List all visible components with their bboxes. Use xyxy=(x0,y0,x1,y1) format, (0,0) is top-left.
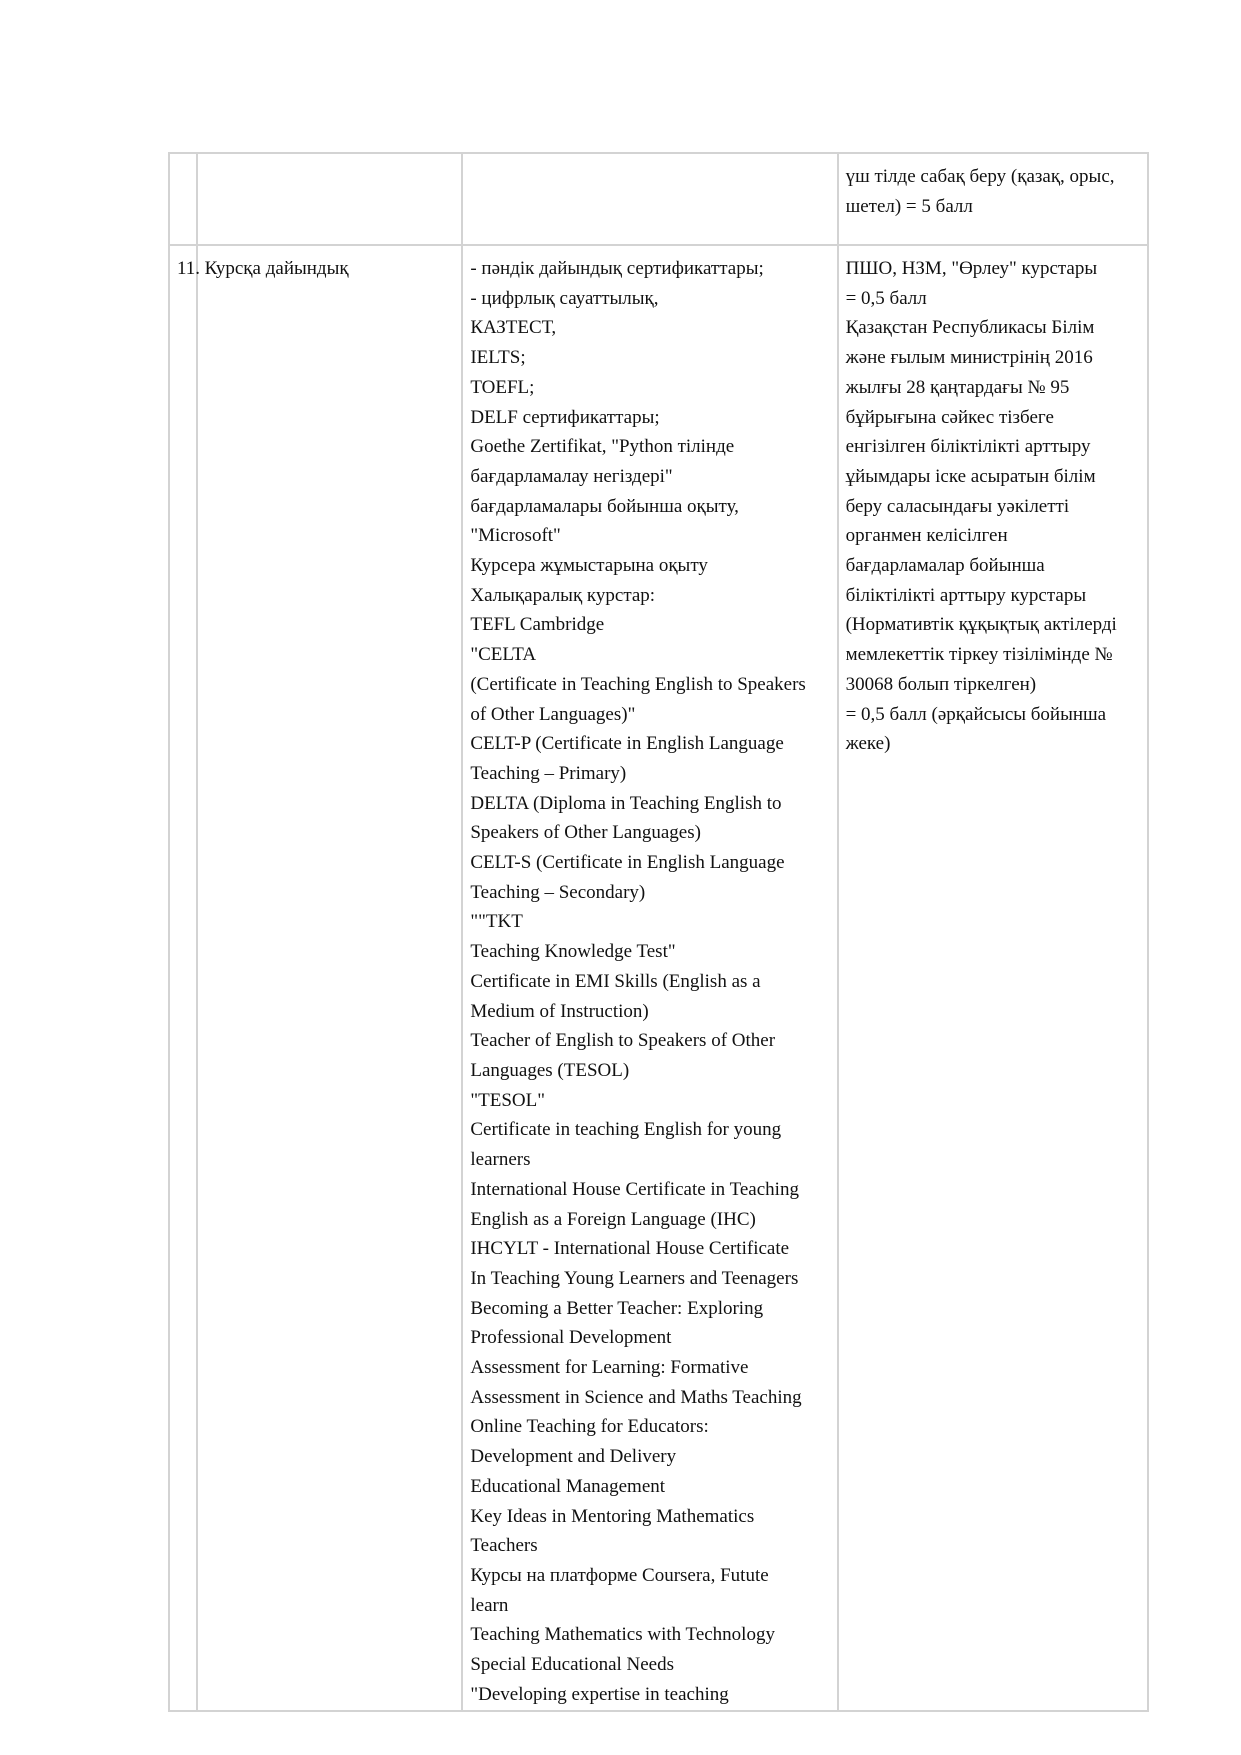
requirement-line: Курсы на платформе Coursera, Futute xyxy=(470,1564,769,1586)
requirement-line: Goethe Zertifikat, "Python тілінде xyxy=(470,436,735,458)
score-line: бағдарламалар бойынша xyxy=(845,555,1045,577)
score-line: 30068 болып тіркелген) xyxy=(845,673,1037,695)
score-line: = 0,5 балл xyxy=(845,287,927,309)
requirement-line: CELT-P (Certificate in English Language xyxy=(470,733,784,755)
requirement-line: CELT-S (Certificate in English Language xyxy=(470,852,785,874)
score-cell xyxy=(838,153,1148,245)
score-line: және ғылым министрінің 2016 xyxy=(845,347,1093,369)
criteria-table xyxy=(168,152,1149,1712)
row-number-cell: 11. xyxy=(169,245,197,1711)
requirement-line: Certificate in EMI Skills (English as a xyxy=(470,970,761,992)
requirement-line: Assessment for Learning: Formative xyxy=(470,1357,749,1379)
requirement-line: In Teaching Young Learners and Teenagers xyxy=(470,1267,799,1289)
score-line: органмен келісілген xyxy=(845,525,1008,547)
requirement-line: Халықаралық курстар: xyxy=(470,584,656,606)
score-line: жылғы 28 қаңтардағы № 95 xyxy=(845,376,1070,398)
requirement-line: IHCYLT - International House Certificate xyxy=(470,1238,790,1260)
requirement-line: Certificate in teaching English for young xyxy=(470,1119,782,1141)
requirement-line: - пәндік дайындық сертификаттары; xyxy=(470,258,764,279)
requirement-line: DELF сертификаттары; xyxy=(470,406,660,428)
requirement-line: "Developing expertise in teaching xyxy=(470,1683,729,1705)
score-line: шетел) = 5 балл xyxy=(845,195,973,217)
requirement-line: Teaching Mathematics with Technology xyxy=(470,1624,775,1646)
row-number-cell xyxy=(169,153,197,245)
requirement-line: learners xyxy=(470,1149,531,1171)
requirement-line: DELTA (Diploma in Teaching English to xyxy=(470,792,782,814)
criterion-name-cell xyxy=(197,153,463,245)
requirement-line: Teaching Knowledge Test" xyxy=(470,941,676,963)
requirement-line: ""TKT xyxy=(470,911,523,933)
score-line: енгізілген біліктілікті арттыру xyxy=(845,436,1091,458)
score-line: беру саласындағы уәкілетті xyxy=(845,495,1070,517)
requirements-cell xyxy=(462,245,837,1711)
requirement-line: Teacher of English to Speakers of Other xyxy=(470,1030,776,1052)
requirement-line: - цифрлық сауаттылық, xyxy=(470,287,659,309)
requirement-line: Курсера жұмыстарына оқыту xyxy=(470,555,708,577)
requirement-line: бағдарламалау негіздері" xyxy=(470,465,673,487)
requirement-line: (Certificate in Teaching English to Speakers xyxy=(470,673,806,695)
requirement-line: Online Teaching for Educators: xyxy=(470,1416,709,1438)
score-line: (Нормативтік құқықтық актілерді xyxy=(845,614,1117,636)
requirement-line: TOEFL; xyxy=(470,376,535,398)
requirement-line: learn xyxy=(470,1594,509,1616)
requirement-line: КАЗТЕСТ, xyxy=(470,317,557,339)
requirement-line: Speakers of Other Languages) xyxy=(470,822,701,844)
score-line: ұйымдары іске асыратын білім xyxy=(845,465,1096,487)
score-line: Қазақстан Республикасы Білім xyxy=(845,317,1095,339)
requirement-line: "Microsoft" xyxy=(470,525,561,547)
score-line: мемлекеттік тіркеу тізілімінде № xyxy=(845,644,1113,666)
requirement-line: Becoming a Better Teacher: Exploring xyxy=(470,1297,764,1319)
score-line: = 0,5 балл (әрқайсысы бойынша xyxy=(845,703,1107,725)
requirement-line: Medium of Instruction) xyxy=(470,1000,649,1022)
requirement-line: Teachers xyxy=(470,1535,538,1557)
requirement-line: Educational Management xyxy=(470,1475,666,1497)
requirement-line: "CELTA xyxy=(470,644,537,666)
requirement-line: TEFL Cambridge xyxy=(470,614,605,636)
score-line: бұйрығына сәйкес тізбеге xyxy=(845,406,1054,428)
requirement-line: Professional Development xyxy=(470,1327,672,1349)
criterion-name-cell: Курсқа дайындық xyxy=(197,245,463,1711)
requirements-cell xyxy=(462,153,837,245)
score-line: ПШО, НЗМ, "Өрлеу" курстары xyxy=(845,258,1098,279)
requirement-line: Special Educational Needs xyxy=(470,1654,675,1676)
requirement-line: of Other Languages)" xyxy=(470,703,636,725)
requirement-line: English as a Foreign Language (IHC) xyxy=(470,1208,756,1230)
requirement-line: бағдарламалары бойынша оқыту, xyxy=(470,495,739,517)
requirement-line: Key Ideas in Mentoring Mathematics xyxy=(470,1505,755,1527)
requirement-line: Teaching – Secondary) xyxy=(470,881,646,903)
requirement-line: Teaching – Primary) xyxy=(470,762,627,784)
table-row xyxy=(169,153,1148,245)
score-line: жеке) xyxy=(845,733,891,755)
score-line: біліктілікті арттыру курстары xyxy=(845,584,1087,606)
requirement-line: Languages (TESOL) xyxy=(470,1059,630,1081)
requirement-line: IELTS; xyxy=(470,347,526,369)
table-row xyxy=(169,245,1148,1711)
score-cell xyxy=(838,245,1148,1711)
requirement-line: Development and Delivery xyxy=(470,1446,677,1468)
requirement-line: "TESOL" xyxy=(470,1089,545,1111)
requirement-line: International House Certificate in Teaching xyxy=(470,1178,799,1200)
requirement-line: Assessment in Science and Maths Teaching xyxy=(470,1386,802,1408)
score-line: үш тілде сабақ беру (қазақ, орыс, xyxy=(845,166,1115,187)
